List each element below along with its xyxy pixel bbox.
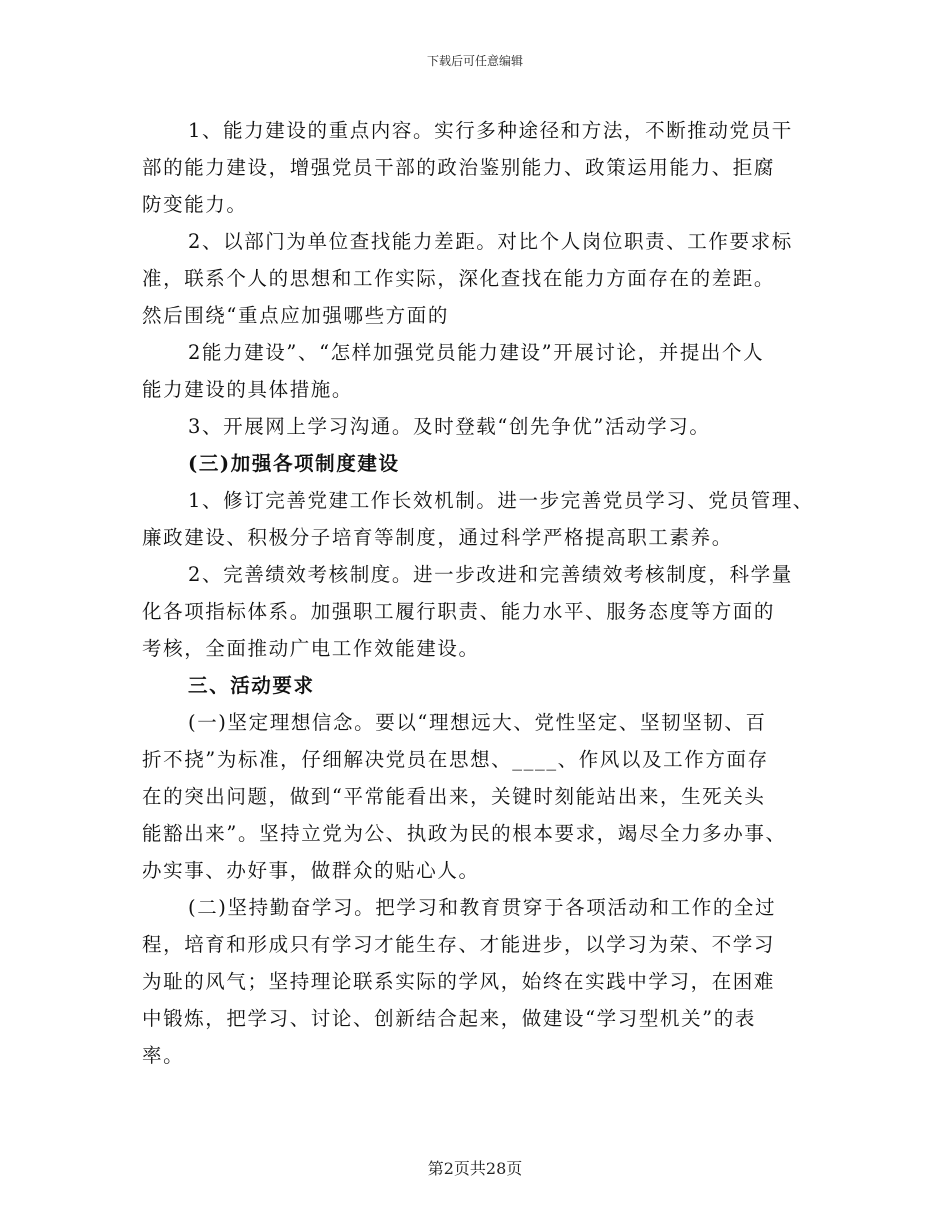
text-line: 能力建设的具体措施。 [142, 378, 354, 401]
text-line: 能豁出来”。坚持立党为公、执政为民的根本要求，竭尽全力多办事、 [142, 822, 787, 845]
text-line: 1、修订完善党建工作长效机制。进一步完善党员学习、党员管理、 [188, 489, 814, 512]
text-line: 防变能力。 [142, 193, 248, 216]
text-line: 准，联系个人的思想和工作实际，深化查找在能力方面存在的差距。 [142, 267, 776, 290]
text-line: 3、开展网上学习沟通。及时登载“创先争优”活动学习。 [188, 415, 711, 438]
text-line: 廉政建设、积极分子培育等制度，通过科学严格提高职工素养。 [142, 526, 733, 549]
text-line: 在的突出问题，做到“平常能看出来，关键时刻能站出来，生死关头 [142, 785, 766, 808]
text-line: 折不挠”为标准，仔细解决党员在思想、____、作风以及工作方面存 [142, 748, 769, 771]
text-line: 为耻的风气；坚持理论联系实际的学风，始终在实践中学习，在困难 [142, 970, 776, 993]
text-line: 2、完善绩效考核制度。进一步改进和完善绩效考核制度，科学量 [188, 563, 793, 586]
text-line: 部的能力建设，增强党员干部的政治鉴别能力、政策运用能力、拒腐 [142, 156, 776, 179]
text-line: 化各项指标体系。加强职工履行职责、能力水平、服务态度等方面的 [142, 600, 776, 623]
section-heading: 三、活动要求 [188, 674, 315, 697]
text-line: (二)坚持勤奋学习。把学习和教育贯穿于各项活动和工作的全过 [188, 896, 777, 919]
text-line: 中锻炼，把学习、讨论、创新结合起来，做建设“学习型机关”的表 [142, 1007, 756, 1030]
text-line: 1、能力建设的重点内容。实行多种途径和方法，不断推动党员干 [188, 119, 793, 142]
page-header: 下载后可任意编辑 [426, 54, 523, 68]
document-body [142, 112, 822, 1074]
section-heading: (三)加强各项制度建设 [188, 452, 400, 475]
page-number: 第2页共28页 [427, 1159, 523, 1178]
text-line: 考核，全面推动广电工作效能建设。 [142, 637, 480, 660]
text-line: (一)坚定理想信念。要以“理想远大、党性坚定、坚韧坚韧、百 [188, 711, 767, 734]
text-line: 办实事、办好事，做群众的贴心人。 [142, 859, 480, 882]
text-line: 2、以部门为单位查找能力差距。对比个人岗位职责、工作要求标 [188, 230, 793, 253]
text-line: 然后围绕“重点应加强哪些方面的 [142, 304, 449, 327]
text-line: 2能力建设”、“怎样加强党员能力建设”开展讨论，并提出个人 [188, 341, 765, 364]
text-line: 程，培育和形成只有学习才能生存、才能进步，以学习为荣、不学习 [142, 933, 776, 956]
text-line: 率。 [142, 1044, 185, 1067]
